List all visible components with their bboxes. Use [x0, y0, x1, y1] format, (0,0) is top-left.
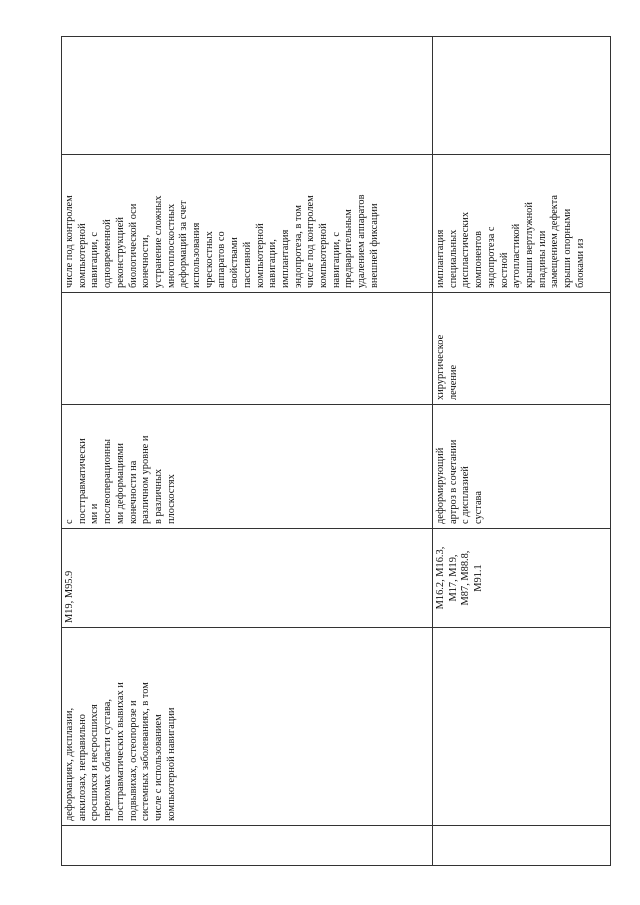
table-row	[62, 37, 433, 866]
table-cell-indication	[433, 628, 611, 826]
table-cell-diagnosis: деформирующий артроз в сочетании с дисплазией сустава	[433, 405, 611, 529]
table-cell-diagnosis: с посттравматически ми и послеоперационны ми деформациями конечности на различном уровне и в различных плоскостях	[62, 405, 433, 529]
table-cell-empty	[62, 37, 433, 155]
table-cell-indication: деформациях, дисплазии, анкилозах, неправильно сросшихся и несросшихся переломах области сустава, посттравматических вывихах и подвывихах, остеопорозе и системных заболеваниях, в том числе с использованием компьютерной навигации	[62, 628, 433, 826]
table-cell-treatment-type: хирургическое лечение	[433, 293, 611, 405]
rotated-page	[61, 37, 610, 866]
table-row	[433, 37, 611, 866]
table-rotator	[61, 37, 610, 866]
table-cell-empty	[62, 826, 433, 866]
table-cell-empty	[433, 37, 611, 155]
table-cell-empty	[433, 826, 611, 866]
table-cell-method: числе под контролем компьютерной навигации, с одновременной реконструкцией биологической оси конечности, устранение сложных многоплоскостных деформаций за счет использования чрескостных аппаратов со свойствами пассивной компьютерной навигации, имплантация эндопротеза, в том числе под контролем компьютерной навигации, с предварительным удалением аппаратов внешней фиксации	[62, 155, 433, 293]
table-cell-icd-codes: M16.2, M16.3, M17, M19, M87, M88.8, M91.1	[433, 529, 611, 628]
document-table	[61, 36, 611, 866]
table-cell-icd-codes: M19, M95.9	[62, 529, 433, 628]
table-cell-method: имплантация специальных диспластических компонентов эндопротеза с костной аутопластикой крыши вертлужной впадины или замещением дефекта крыши опорными блоками из	[433, 155, 611, 293]
table-cell-treatment-type	[62, 293, 433, 405]
